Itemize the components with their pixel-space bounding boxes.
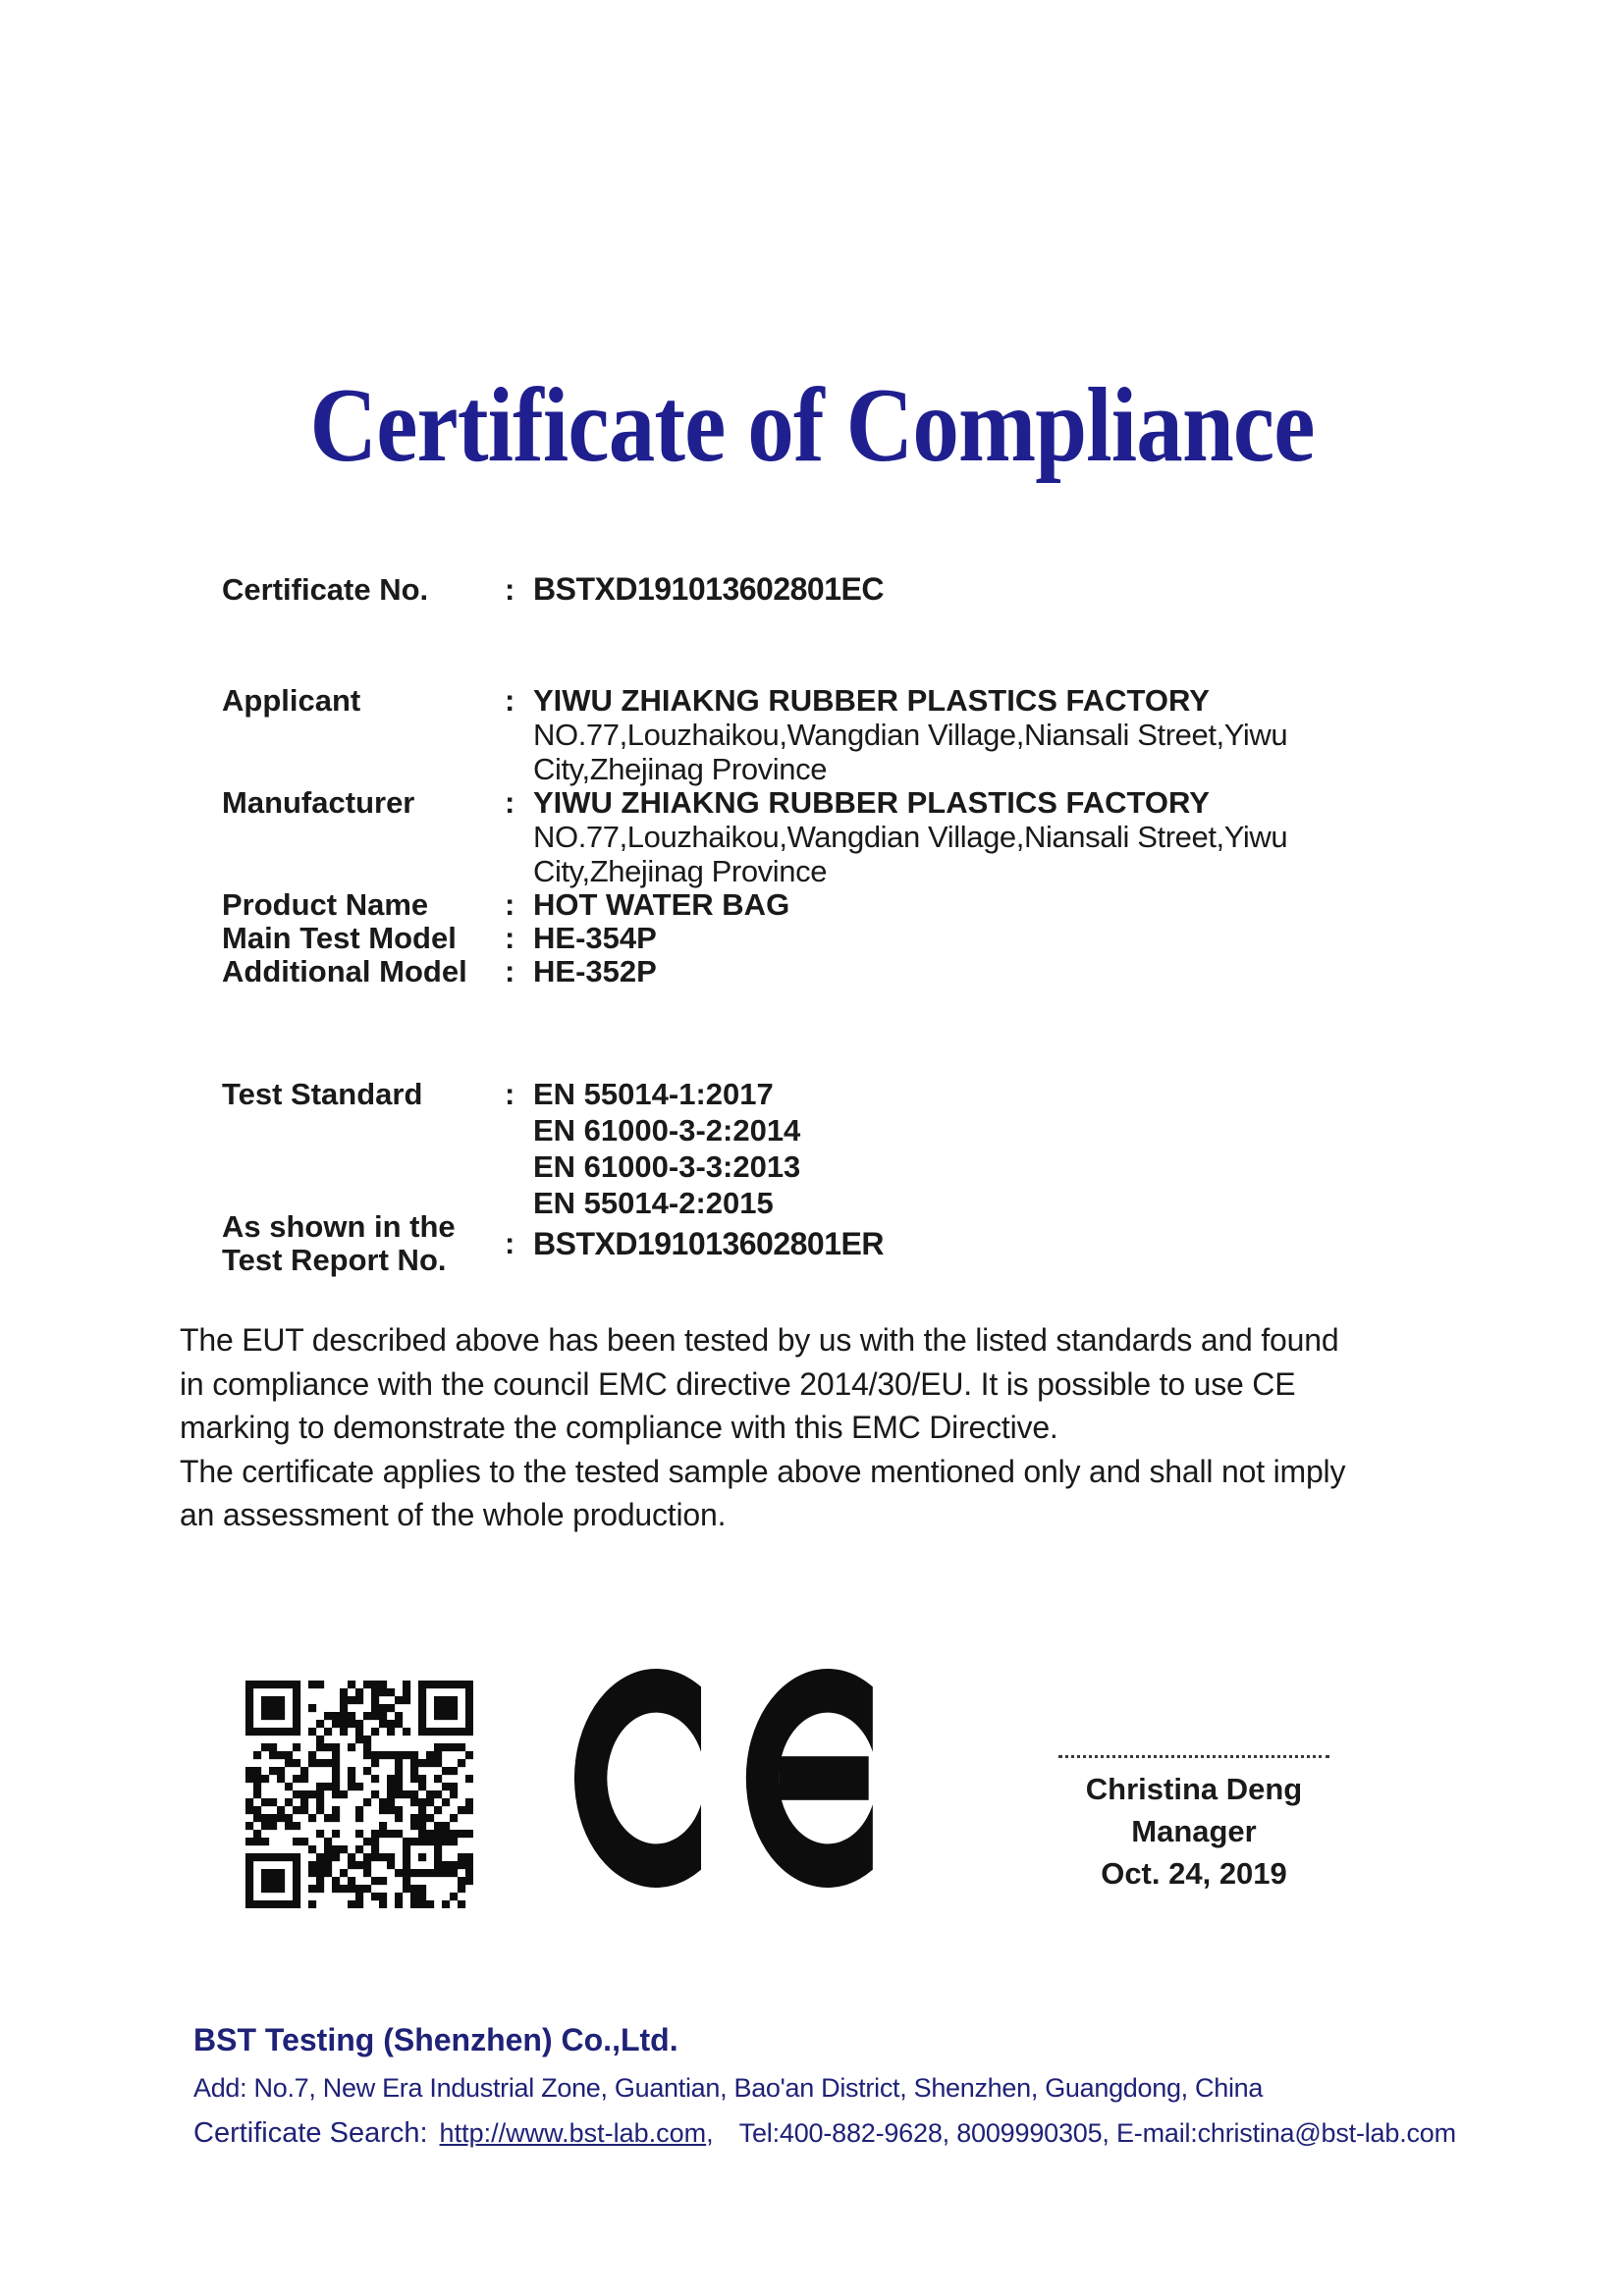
manufacturer-address-line2: City,Zhejinag Province	[533, 854, 828, 888]
manufacturer-row	[222, 785, 1287, 888]
applicant-address-line2: City,Zhejinag Province	[533, 752, 828, 786]
body-line: marking to demonstrate the compliance with this EMC Directive.	[180, 1410, 1058, 1445]
body-line: an assessment of the whole production.	[180, 1497, 727, 1532]
main-test-model-row	[222, 921, 657, 955]
colon-separator: :	[505, 1077, 515, 1111]
colon-separator: :	[505, 1226, 515, 1260]
test-standard-value: EN 55014-2:2015	[533, 1186, 774, 1220]
footer-company-name: BST Testing (Shenzhen) Co.,Ltd.	[193, 2022, 678, 2057]
signature-block	[1041, 1755, 1347, 1895]
colon-separator: :	[505, 785, 515, 820]
certificate-search-link[interactable]: http://www.bst-lab.com	[439, 2118, 707, 2148]
body-paragraph	[180, 1318, 1486, 1537]
colon-separator: :	[505, 683, 515, 718]
test-report-label-line1: As shown in the	[222, 1209, 456, 1244]
body-line: The EUT described above has been tested by us with the listed standards and found	[180, 1322, 1339, 1358]
ce-mark-icon	[574, 1669, 877, 1888]
product-name-value: HOT WATER BAG	[533, 887, 790, 922]
applicant-label: Applicant	[222, 683, 361, 718]
signature-date: Oct. 24, 2019	[1101, 1856, 1287, 1891]
body-line: The certificate applies to the tested sample above mentioned only and shall not imply	[180, 1453, 1346, 1489]
search-url-suffix: ,	[706, 2118, 714, 2148]
certificate-no-row	[222, 572, 884, 607]
test-report-label-line2: Test Report No.	[222, 1243, 447, 1277]
product-name-label: Product Name	[222, 887, 429, 922]
colon-separator: :	[505, 921, 515, 955]
manufacturer-label: Manufacturer	[222, 785, 415, 820]
applicant-row	[222, 683, 1287, 786]
test-report-value: BSTXD191013602801ER	[533, 1226, 884, 1261]
certificate-title: Certificate of Compliance	[309, 367, 1315, 484]
manufacturer-name: YIWU ZHIAKNG RUBBER PLASTICS FACTORY	[533, 785, 1210, 820]
main-test-model-label: Main Test Model	[222, 921, 457, 955]
main-test-model-value: HE-354P	[533, 921, 657, 955]
certificate-no-label: Certificate No.	[222, 572, 429, 607]
signatory-name: Christina Deng	[1085, 1772, 1303, 1806]
signatory-title: Manager	[1131, 1814, 1257, 1848]
qr-code	[245, 1681, 473, 1908]
colon-separator: :	[505, 954, 515, 988]
test-standard-value: EN 61000-3-3:2013	[533, 1149, 801, 1184]
applicant-address-line1: NO.77,Louzhaikou,Wangdian Village,Niansali Street,Yiwu	[533, 718, 1288, 752]
test-standard-value: EN 61000-3-2:2014	[533, 1113, 801, 1148]
signature-dotted-line	[1058, 1755, 1329, 1758]
manufacturer-address-line1: NO.77,Louzhaikou,Wangdian Village,Niansali Street,Yiwu	[533, 820, 1288, 854]
applicant-name: YIWU ZHIAKNG RUBBER PLASTICS FACTORY	[533, 683, 1210, 718]
test-standard-label: Test Standard	[222, 1077, 423, 1111]
body-line: in compliance with the council EMC directive 2014/30/EU. It is possible to use CE	[180, 1365, 1296, 1402]
additional-model-row	[222, 954, 657, 988]
colon-separator: :	[505, 572, 515, 607]
test-standard-row	[222, 1076, 800, 1221]
footer-contact: Tel:400-882-9628, 8009990305, E-mail:christina@bst-lab.com	[738, 2118, 1456, 2148]
test-report-row	[222, 1210, 884, 1277]
colon-separator: :	[505, 887, 515, 922]
additional-model-value: HE-352P	[533, 954, 657, 988]
certificate-search-label: Certificate Search:	[193, 2117, 428, 2149]
product-name-row	[222, 887, 789, 922]
footer	[193, 2022, 1456, 2150]
certificate-search-row	[193, 2117, 1456, 2150]
additional-model-label: Additional Model	[222, 954, 467, 988]
test-standard-value: EN 55014-1:2017	[533, 1077, 774, 1111]
certificate-no-value: BSTXD191013602801EC	[533, 571, 884, 607]
footer-address: Add: No.7, New Era Industrial Zone, Guantian, Bao'an District, Shenzhen, Guangdong, China	[193, 2073, 1264, 2103]
